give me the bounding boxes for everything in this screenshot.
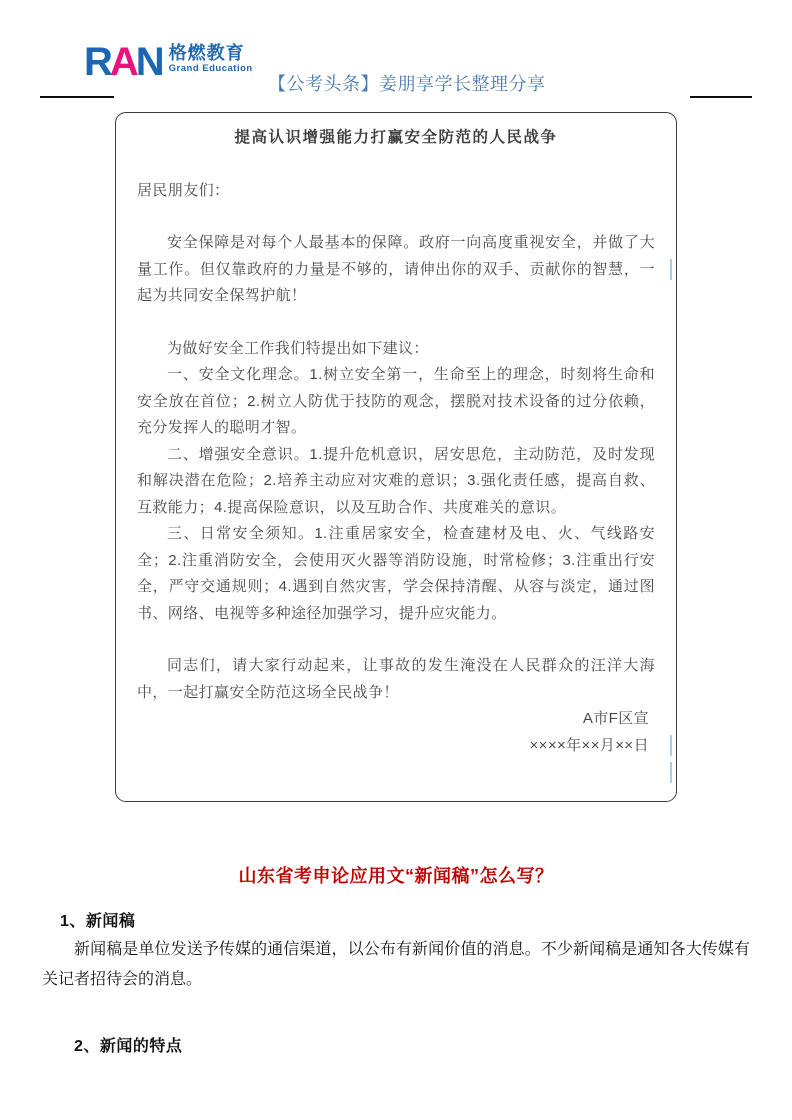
brand-name-en: Grand Education [168,63,253,74]
article-title: 山东省考申论应用文“新闻稿”怎么写？ [238,866,554,886]
notice-letter-box [115,112,677,802]
brand-logo-text [169,40,253,75]
section-body-1: 新闻稿是单位发送予传媒的通信渠道，以公布有新闻价值的消息。不少新闻稿是通知各大传媒有关记者招待会的消息。 [42,941,750,988]
header-rule-left [40,96,114,98]
logo-letter-a: A [109,40,136,84]
brand-logo-word [84,40,162,84]
letter-paragraph: 一、安全文化理念。1.树立安全第一，生命至上的理念，时刻将生命和安全放在首位；2.树立人防优于技防的观念，摆脱对技术设备的过分依赖，充分发挥人的聪明才智。 [137,366,655,436]
letter-paragraph: 二、增强安全意识。1.提升危机意识，居安思危，主动防范，及时发现和解决潜在危险；2.培养主动应对灾难的意识；3.强化责任感，提高自救、互救能力；4.提高保险意识，以及互助合作、共度难关的意识。 [137,445,655,516]
letter-paragraph: 同志们，请大家行动起来，让事故的发生淹没在人民群众的汪洋大海中，一起打赢安全防范这场全民战争！ [137,657,655,701]
letter-paragraph: 为做好安全工作我们特提出如下建议： [167,339,429,357]
letter-paragraph: 安全保障是对每个人最基本的保障。政府一向高度重视安全，并做了大量工作。但仅靠政府的力量是不够的，请伸出你的双手、贡献你的智慧，一起为共同安全保驾护航！ [137,234,655,304]
text-cursor-mark [670,735,672,756]
page-header [0,0,792,112]
header-rule-right [690,96,752,98]
letter-title: 提高认识增强能力打赢安全防范的人民战争 [234,129,558,146]
text-cursor-mark [670,762,672,783]
letter-signature: A市F区宣 [582,710,649,727]
logo-letter-n: N [135,40,162,84]
brand-logo [84,40,253,84]
text-cursor-mark [670,259,672,280]
section-heading-2: 2、新闻的特点 [74,1038,183,1055]
article-section [0,862,792,1056]
section-heading-1: 1、新闻稿 [60,913,136,930]
letter-date: ××××年××月××日 [529,736,649,754]
brand-name-cn: 格燃教育 [168,43,245,63]
header-headline: 【公考头条】姜朋享学长整理分享 [268,74,546,94]
letter-salutation: 居民朋友们： [137,181,230,199]
letter-paragraph: 三、日常安全须知。1.注重居家安全，检查建材及电、火、气线路安全；2.注重消防安全，会使用灭火器等消防设施，时常检修；3.注重出行安全，严守交通规则；4.遇到自然灾害，学会保持清醒、从容与淡定，通过图书、网络、电视等多种途径加强学习，提升应灾能力。 [137,525,655,622]
logo-letter-r: R [84,40,110,84]
